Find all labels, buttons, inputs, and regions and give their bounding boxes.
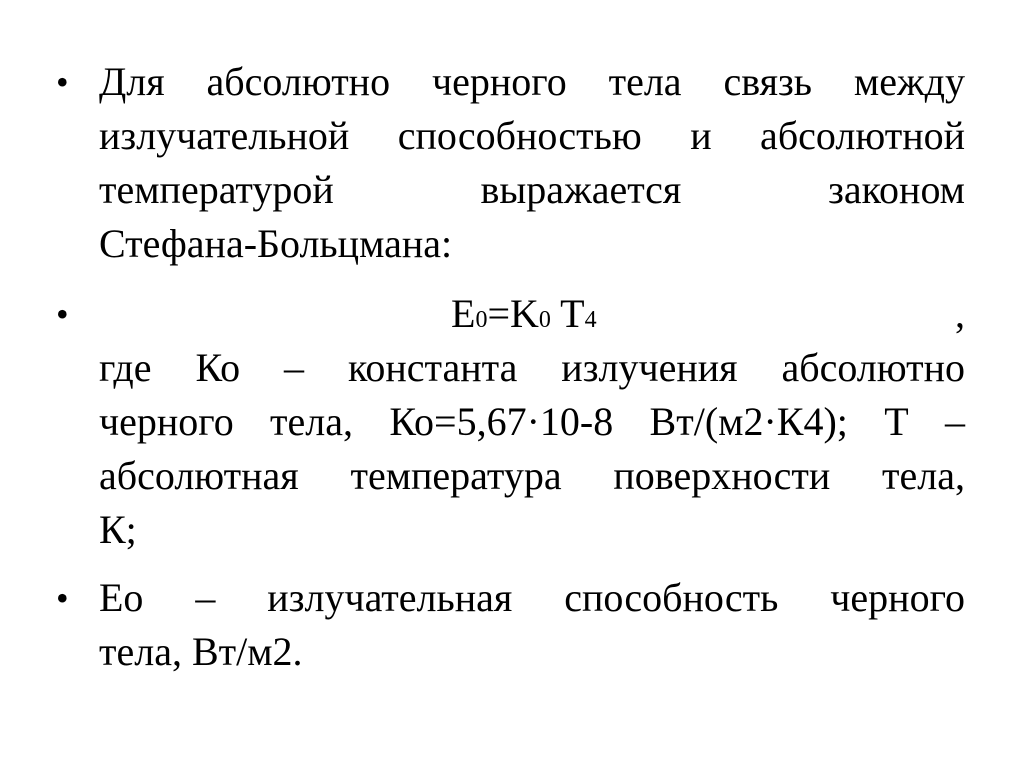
formula-t: T [550,291,585,336]
text-line: Стефана-Больцмана: [99,221,453,266]
bullet-1: • [56,62,69,102]
bullet-text-3 [99,571,965,679]
formula-k-sub: 0 [538,307,551,333]
word: законом [828,167,965,212]
formula-e-sub: 0 [475,307,488,333]
formula-comma: , [955,291,965,336]
word: температурой [99,167,334,212]
text-line-spread [99,163,965,217]
text-line: где Ко – константа излучения абсолютно [99,345,965,390]
text-line: черного тела, Ко=5,67·10-8 Вт/(м2·К4); Т – [99,399,965,444]
formula-row [99,287,965,341]
text-line: Ео – излучательная способность черного [99,575,965,620]
stefan-boltzmann-formula [451,287,597,347]
bullet-text-1 [99,55,965,271]
bullet-3: • [56,578,69,618]
bullet-2: • [56,294,69,334]
bullet-text-2 [99,287,965,557]
formula-e: E [451,291,476,336]
text-line: Для абсолютно черного тела связь между [99,59,965,104]
formula-t-sub: 4 [584,307,597,333]
text-line: тела, Вт/м2. [99,629,303,674]
text-line: К; [99,507,137,552]
text-line: абсолютная температура поверхности тела, [99,453,965,498]
formula-k: =K [487,291,539,336]
text-line: излучательной способностью и абсолютной [99,113,965,158]
word: выражается [480,167,682,212]
